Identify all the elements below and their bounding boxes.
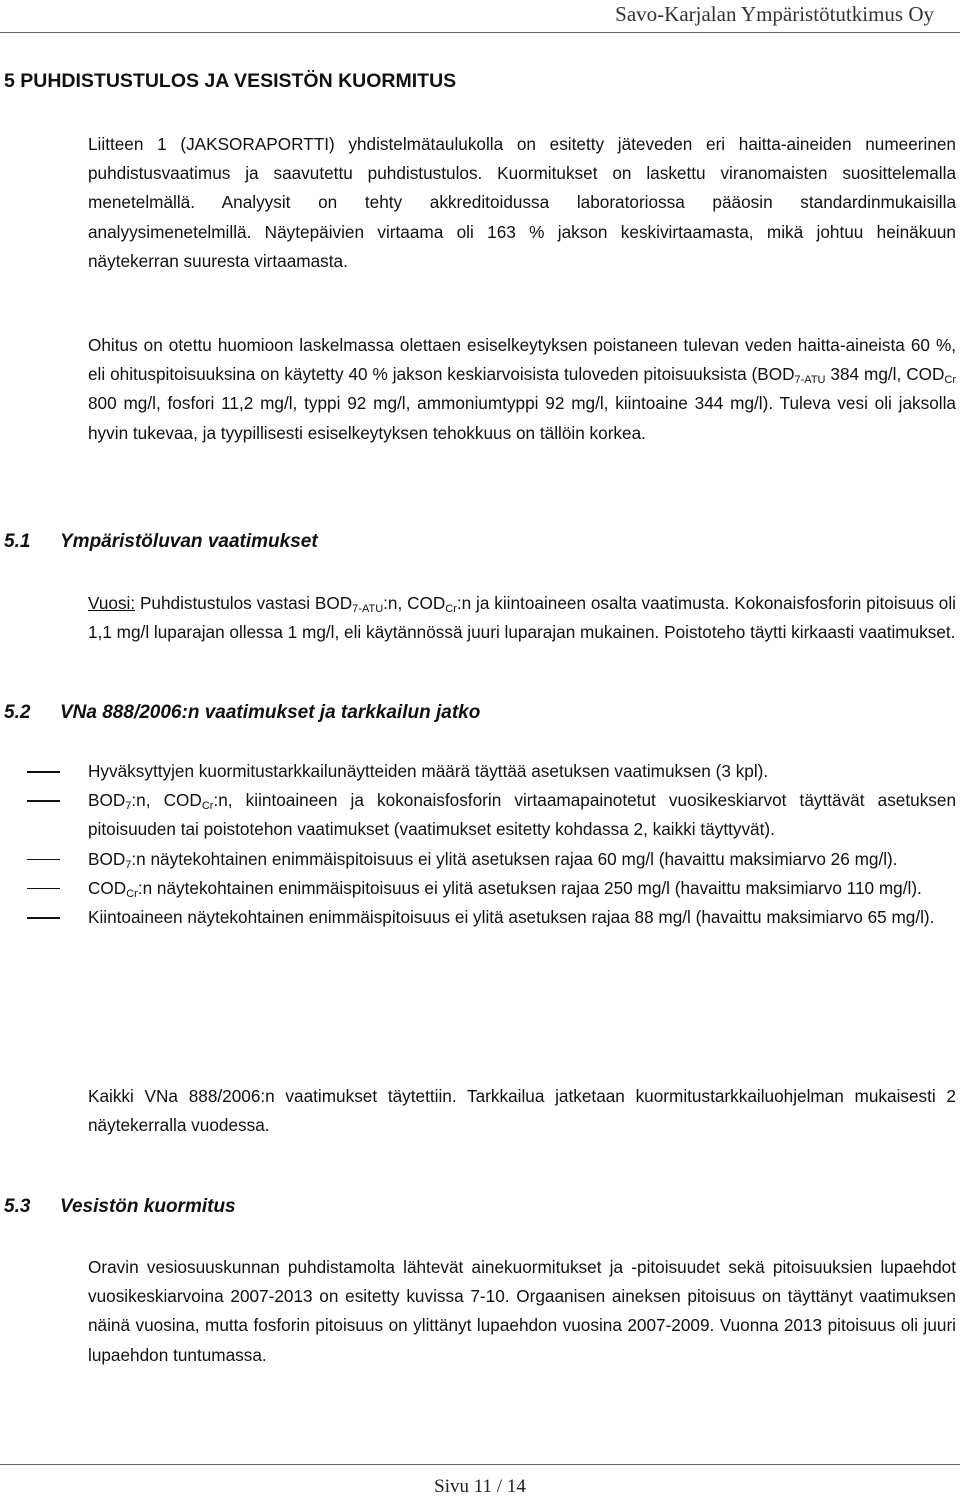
dash-bullet (27, 888, 60, 890)
section-5-3-heading (4, 1196, 236, 1218)
list-item: $COD_{Cr}:n$ näytekohtainen enimmäispitoisuus ei ylitä asetuksen rajaa 250 mg/l (havaittu maksimiarvo 110 mg/l). (0, 874, 960, 903)
page-header-company: Savo-Karjalan Ympäristötutkimus Oy (615, 2, 934, 26)
footer-divider (0, 1464, 960, 1465)
section-number: 5.3 (4, 1196, 31, 1217)
section-5-2-closing-paragraph: Kaikki VNa 888/2006:n vaatimukset täytettiin. Tarkkailua jatketaan kuormitustarkkailuohjelman mukaisesti 2 näytekerralla vuodessa. (88, 1086, 956, 1136)
section-title: Ympäristöluvan vaatimukset (60, 531, 318, 552)
chapter-title: 5 PUHDISTUSTULOS JA VESISTÖN KUORMITUS (4, 70, 457, 92)
section-5-3-paragraph: Oravin vesiosuuskunnan puhdistamolta lähtevät ainekuormitukset ja -pitoisuudet sekä pitoisuuksien lupaehdot vuosikeskiarvoina 2007-2013 on esitetty kuvissa 7-10. Orgaanisen aineksen pitoisuus on täyttänyt vaatimuksen näinä vuosina, mutta fosforin pitoisuus on ylittänyt lupaehdon vuosina 2007-2009. Vuonna 2013 pitoisuus oli juuri lupaehdon tuntumassa. (88, 1257, 956, 1365)
header-divider (0, 32, 960, 33)
page-number: Sivu 11 / 14 (434, 1476, 526, 1497)
list-item: $BOD_7:n$ näytekohtainen enimmäispitoisuus ei ylitä asetuksen rajaa 60 mg/l (havaittu maksimiarvo 26 mg/l). (0, 845, 960, 874)
section-number: 5.2 (4, 702, 31, 723)
section-5-1-heading (4, 531, 318, 553)
section-title: VNa 888/2006:n vaatimukset ja tarkkailun jatko (60, 702, 481, 723)
section-5-2-heading (4, 702, 480, 724)
section-title: Vesistön kuormitus (60, 1196, 236, 1217)
list-item: Hyväksyttyjen kuormitustarkkailunäytteiden määrä täyttää asetuksen vaatimuksen (3 kpl). (0, 757, 960, 786)
requirements-list (0, 757, 960, 932)
list-item: $BOD_7:n$, $COD_{Cr}:n$, kiintoaineen ja kokonaisfosforin virtaamapainotetut vuosikeskiarvot täyttävät asetuksen pitoisuuden tai poistotehon vaatimukset (vaatimukset esitetty kohdassa 2, kaikki täyttyvät). (0, 786, 960, 844)
list-item: Kiintoaineen näytekohtainen enimmäispitoisuus ei ylitä asetuksen rajaa 88 mg/l (havaittu maksimiarvo 65 mg/l). (0, 903, 960, 932)
intro-paragraph-2: Ohitus on otettu huomioon laskelmassa olettaen esiselkeytyksen poistaneen tulevan veden haitta-aineista 60 %, eli ohituspitoisuuksina on käytetty 40 % jakson keskiarvoisista tuloveden pitoisuuksista ($BOD_{7-ATU}$ 384 mg/l, $COD_{Cr}$ 800 mg/l, fosfori 11,2 mg/l, typpi 92 mg/l, ammoniumtyppi 92 mg/l, kiintoaine 344 mg/l). Tuleva vesi oli jaksolla hyvin tukevaa, ja tyypillisesti esiselkeytyksen tehokkuus on tällöin korkea. (88, 335, 956, 443)
section-5-1-paragraph: Vuosi: Puhdistustulos vastasi $BOD_{7-ATU}:n$, $COD_{Cr}:n$ ja kiintoaineen osalta vaatimusta. Kokonaisfosforin pitoisuus oli 1,1 mg/l luparajan ollessa 1 mg/l, eli käytännössä juuri luparajan mukainen. Poistoteho täytti kirkaasti vaatimukset. (88, 593, 957, 643)
dash-bullet (27, 771, 60, 773)
dash-bullet (27, 859, 60, 861)
dash-bullet (27, 917, 60, 919)
section-number: 5.1 (4, 531, 31, 552)
intro-paragraph-1: Liitteen 1 (JAKSORAPORTTI) yhdistelmätaulukolla on esitetty jäteveden eri haitta-aineiden numeerinen puhdistusvaatimus ja saavutettu puhdistustulos. Kuormitukset on laskettu viranomaisten suosittelemalla menetelmällä. Analyysit on tehty akkreditoidussa laboratoriossa pääosin standardinmukaisilla analyysimenetelmillä. Näytepäivien virtaama oli 163 % jakson keskivirtaamasta, mikä johtuu heinäkuun näytekerran suuresta virtaamasta. (88, 134, 956, 271)
dash-bullet (27, 800, 60, 802)
